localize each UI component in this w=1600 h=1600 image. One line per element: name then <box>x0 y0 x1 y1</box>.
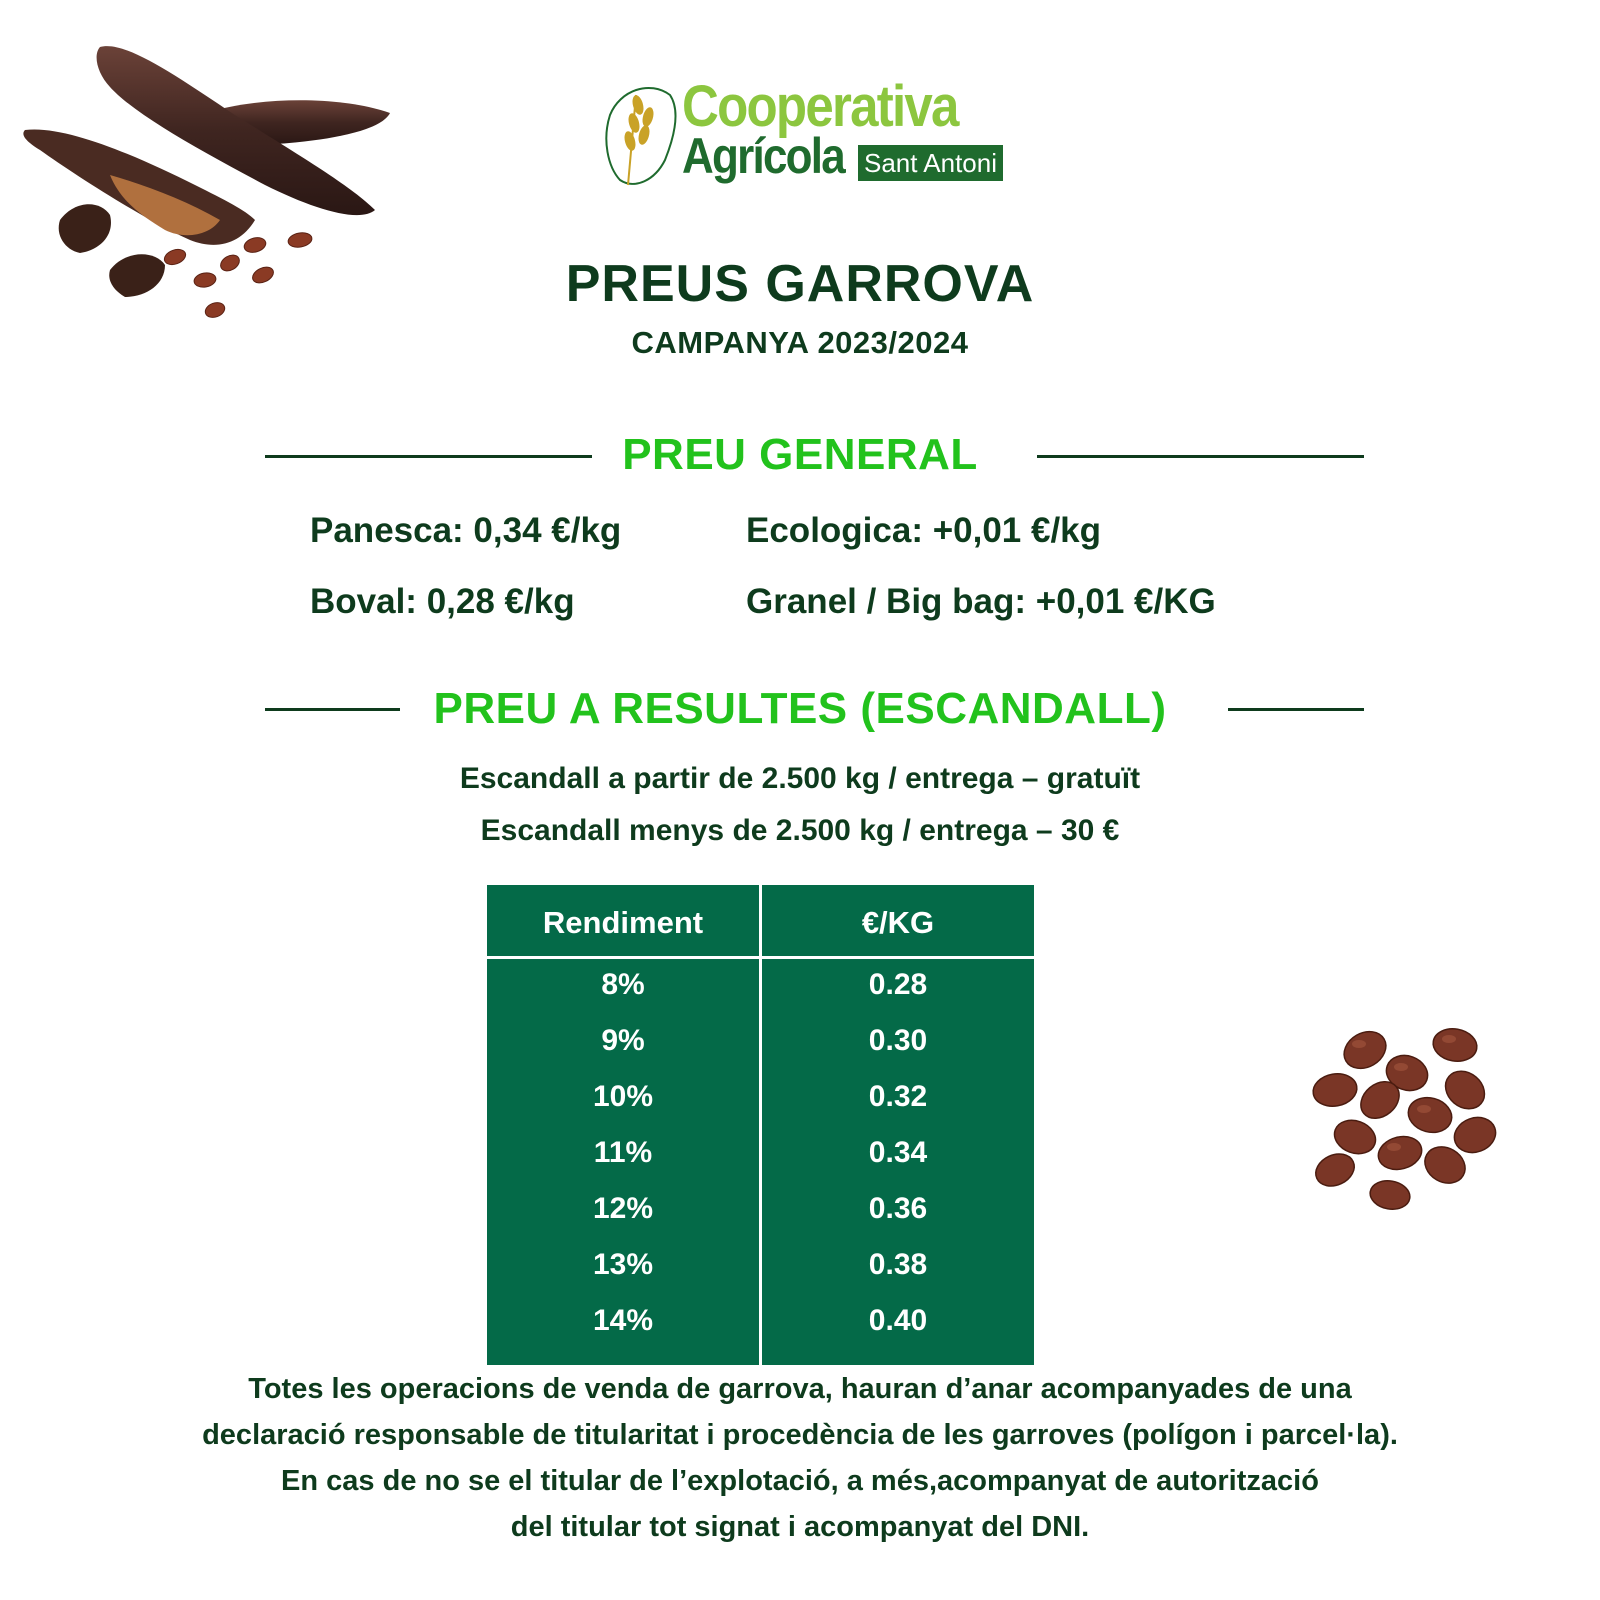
price-panesca: Panesca: 0,34 €/kg <box>310 511 622 550</box>
table-cell-price: 0.30 <box>868 1024 928 1057</box>
table-cell-price: 0.28 <box>868 968 928 1001</box>
page-title: PREUS GARROVA <box>565 255 1035 313</box>
wheat-emblem-icon <box>600 75 690 200</box>
table-cell-yield: 8% <box>601 968 645 1001</box>
table-cell-price: 0.32 <box>868 1080 928 1113</box>
footer-text: En cas de no se el titular de l’explotació, a més,acompanyat de autorització <box>281 1465 1319 1497</box>
table-cell-yield: 9% <box>601 1024 645 1057</box>
footer-text: del titular tot signat i acompanyat del DNI. <box>510 1511 1090 1543</box>
table-cell-price: 0.38 <box>868 1248 928 1281</box>
page-subtitle: CAMPANYA 2023/2024 <box>631 325 969 360</box>
table-cell-yield: 12% <box>592 1192 654 1225</box>
carob-seeds-image <box>1295 1015 1520 1215</box>
divider-line <box>1228 708 1364 711</box>
table-header-rendiment: Rendiment <box>542 905 704 940</box>
logo-text-cooperativa: Cooperativa <box>682 74 958 139</box>
escandall-note: Escandall a partir de 2.500 kg / entrega – gratuït <box>459 762 1141 795</box>
table-cell-price: 0.36 <box>868 1192 928 1225</box>
price-ecologica: Ecologica: +0,01 €/kg <box>746 511 1102 550</box>
footer-text: Totes les operacions de venda de garrova, hauran d’anar acompanyades de una <box>248 1373 1352 1405</box>
table-cell-yield: 11% <box>593 1136 653 1169</box>
yield-price-table <box>487 885 1034 1365</box>
table-cell-price: 0.40 <box>868 1304 928 1337</box>
table-cell-yield: 13% <box>592 1248 654 1281</box>
logo-text-agricola: Agrícola <box>682 128 844 184</box>
table-header-divider <box>487 956 1034 959</box>
footer-text: declaració responsable de titularitat i procedència de les garroves (polígon i parcel·la). <box>202 1419 1398 1451</box>
price-boval: Boval: 0,28 €/kg <box>310 582 575 621</box>
cooperative-logo <box>600 75 1020 205</box>
escandall-note: Escandall menys de 2.500 kg / entrega – 30 € <box>480 814 1120 847</box>
results-price-heading: PREU A RESULTES (ESCANDALL) <box>433 684 1167 733</box>
divider-line <box>1037 455 1364 458</box>
table-header-price: €/KG <box>861 905 935 940</box>
table-cell-yield: 10% <box>592 1080 654 1113</box>
table-cell-price: 0.34 <box>868 1136 928 1169</box>
table-cell-yield: 14% <box>592 1304 654 1337</box>
price-granel: Granel / Big bag: +0,01 €/KG <box>746 582 1216 621</box>
general-price-heading: PREU GENERAL <box>622 430 978 479</box>
logo-text-sant-antoni: Sant Antoni <box>858 145 1003 181</box>
